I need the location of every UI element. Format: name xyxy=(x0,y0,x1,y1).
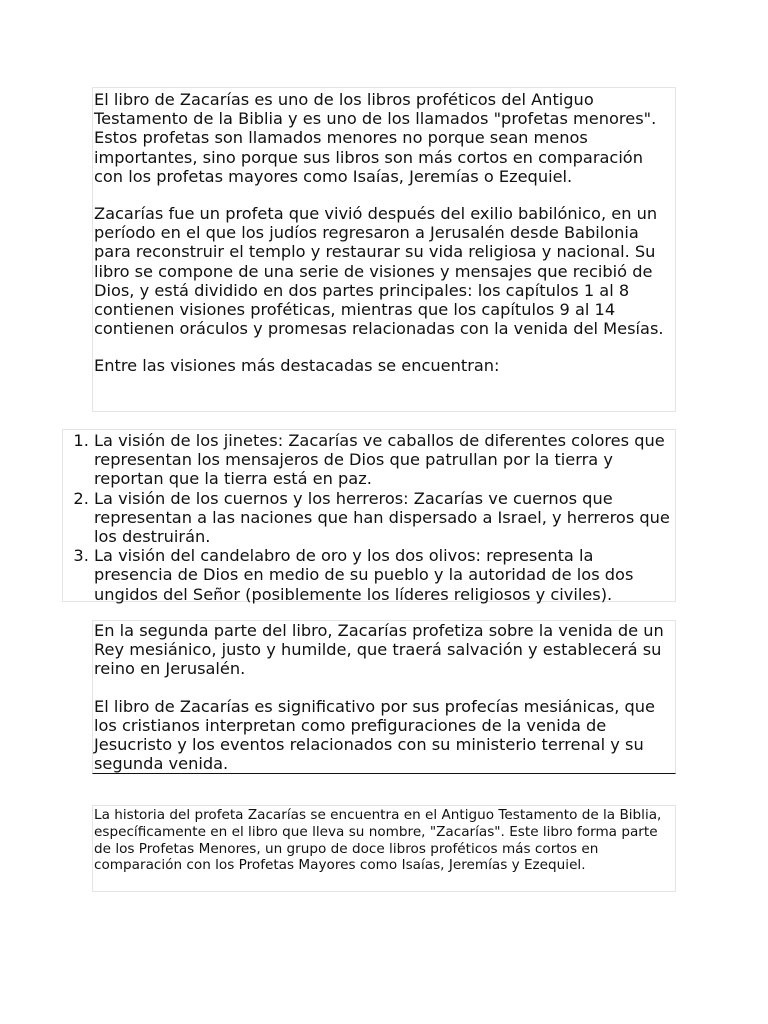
intro-paragraph: El libro de Zacarías es uno de los libros proféticos del Antiguo Testamento de la Biblia y es uno de los llamados "profetas menores". Estos profetas son llamados menores no porque sean menos importantes, sino porque sus libros son más cortos en comparación con los profetas mayores como Isaías, Jeremías o Ezequiel. xyxy=(94,90,657,186)
second-part-section xyxy=(92,620,676,774)
intro-paragraph: Zacarías fue un profeta que vivió después del exilio babilónico, en un período en el que los judíos regresaron a Jerusalén desde Babilonia para reconstruir el templo y restaurar su vida religiosa y nacional. Su libro se compone de una serie de visiones y mensajes que recibió de Dios, y está dividido en dos partes principales: los capítulos 1 al 8 contienen visiones proféticas, mientras que los capítulos 9 al 14 contienen oráculos y promesas relacionadas con la venida del Mesías. xyxy=(94,204,664,339)
visions-list xyxy=(63,431,675,604)
list-item: 3. La visión del candelabro de oro y los dos olivos: representa la presencia de Dios en medio de su pueblo y la autoridad de los dos ungidos del Señor (posiblemente los líderes religiosos y civiles). xyxy=(94,546,675,604)
visions-list-section xyxy=(62,429,676,602)
intro-section xyxy=(92,87,676,412)
intro-paragraph: Entre las visiones más destacadas se encuentran: xyxy=(94,356,500,376)
list-item: 2. La visión de los cuernos y los herreros: Zacarías ve cuernos que representan a las naciones que han dispersado a Israel, y herreros que los destruirán. xyxy=(94,489,675,547)
second-part-paragraph: El libro de Zacarías es significativo por sus profecías mesiánicas, que los cristianos interpretan como prefiguraciones de la venida de Jesucristo y los eventos relacionados con su ministerio terrenal y su segunda venida. xyxy=(94,696,655,774)
summary-paragraph: La historia del profeta Zacarías se encuentra en el Antiguo Testamento de la Biblia, específicamente en el libro que lleva su nombre, "Zacarías". Este libro forma parte de los Profetas Menores, un grupo de doce libros proféticos más cortos en comparación con los Profetas Mayores como Isaías, Jeremías y Ezequiel. xyxy=(94,807,662,874)
second-part-paragraph: En la segunda parte del libro, Zacarías profetiza sobre la venida de un Rey mesiánico, justo y humilde, que traerá salvación y establecerá su reino en Jerusalén. xyxy=(94,621,664,679)
list-item: 1. La visión de los jinetes: Zacarías ve caballos de diferentes colores que representan los mensajeros de Dios que patrullan por la tierra y reportan que la tierra está en paz. xyxy=(94,431,675,489)
summary-section xyxy=(92,805,676,892)
